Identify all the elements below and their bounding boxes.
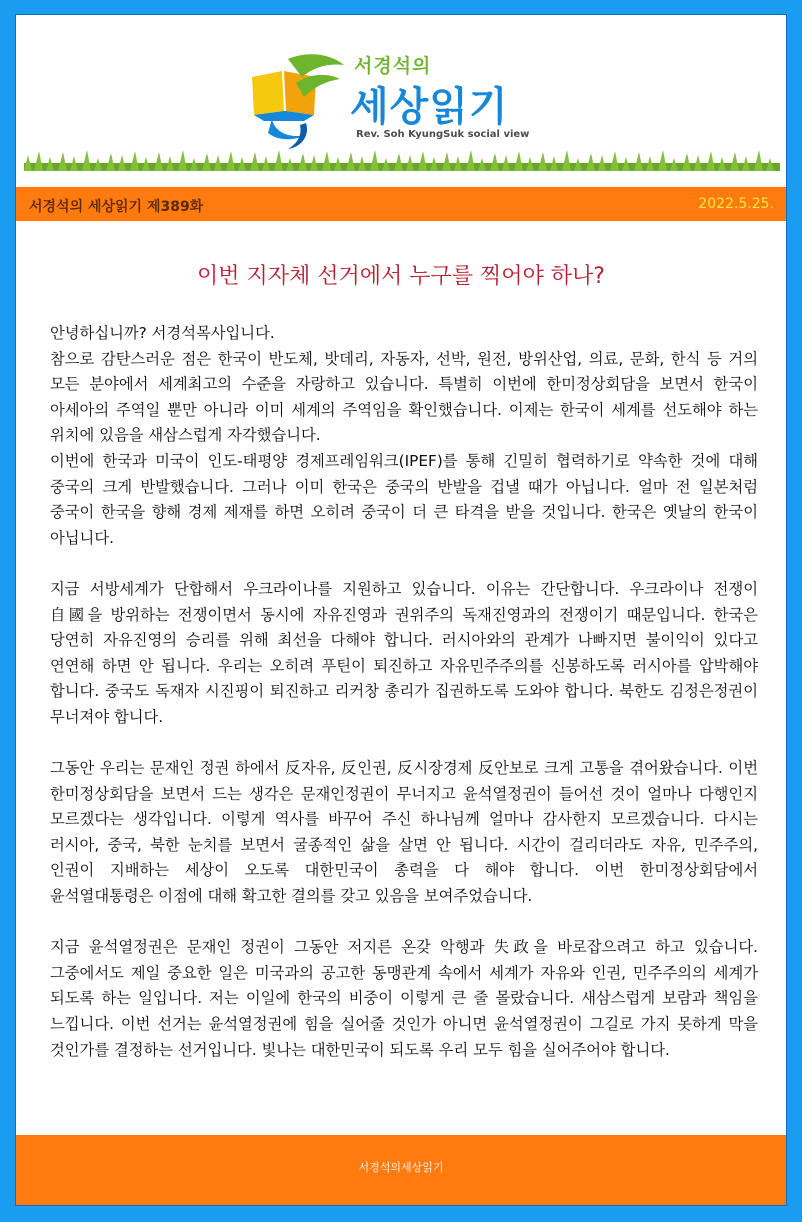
article-title: 이번 지자체 선거에서 누구를 찍어야 하나? xyxy=(197,264,605,289)
logo-main-text: 세상읽기 xyxy=(350,84,509,130)
header xyxy=(16,15,786,187)
logo xyxy=(244,49,564,149)
publish-date: 2022.5.25. xyxy=(698,196,774,212)
paragraph: 지금 윤석열정권은 문재인 정권이 그동안 저지른 온갖 악행과 失政을 바로잡으려고 하고 있습니다. 그중에서도 제일 중요한 일은 미국과의 공고한 동맹관계 속에서 세계가 자유와 인권, 민주주의의 세계가 되도록 하는 일입니다. 저는 이일에 한국의 비중이 이렇게 큰 줄 몰랐습니다. 새삼스럽게 보람과 책임을 느낍니다. 이번 선거는 윤석열정권에 힘을 실어줄 것인가 아니면 윤석열정권이 그길로 가지 못하게 막을 것인가를 결정하는 선거입니다. 빛나는 대한민국이 되도록 우리 모두 힘을 실어주어야 합니다. xyxy=(50,938,758,1059)
book-bird-icon xyxy=(244,49,354,149)
logo-top-text: 서경석의 xyxy=(354,55,432,77)
logo-sub-text: Rev. Soh KyungSuk social view xyxy=(356,129,530,140)
title-bar xyxy=(16,187,786,221)
paragraph: 그동안 우리는 문재인 정권 하에서 反자유, 反인권, 反시장경제 反안보로 크게 고통을 겪어왔습니다. 이번 한미정상회담을 보면서 드는 생각은 문재인정권이 무너지고 윤석열정권이 들어선 것이 얼마나 다행인지 모르겠다는 생각입니다. 이렇게 역사를 바꾸어 주신 하나님께 얼마나 감사한지 모르겠습니다. 다시는 러시아, 중국, 북한 눈치를 보면서 굴종적인 삶을 살면 안 됩니다. 시간이 걸리더라도 자유, 민주주의, 인권이 지배하는 세상이 오도록 대한민국이 총력을 다 해야 합니다. 이번 한미정상회담에서 윤석열대통령은 이점에 대해 확고한 결의를 갖고 있음을 보여주었습니다. xyxy=(50,759,758,906)
paragraph: 안녕하십니까? 서경석목사입니다. xyxy=(50,324,275,342)
paragraph: 지금 서방세계가 단합해서 우크라이나를 지원하고 있습니다. 이유는 간단합니다. 우크라이나 전쟁이 自國을 방위하는 전쟁이면서 동시에 자유진영과 권위주의 독재진영과의 전쟁이기 때문입니다. 한국은 당연히 자유진영의 승리를 위해 최선을 다해야 합니다. 러시아와의 관계가 나빠지면 불이익이 있다고 연연해 하면 안 됩니다. 우리는 오히려 푸틴이 퇴진하고 자유민주주의를 신봉하도록 러시아를 압박해야 합니다. 중국도 독재자 시진핑이 퇴진하고 리커창 총리가 집권하도록 도와야 합니다. 북한도 김정은정권이 무너져야 합니다. xyxy=(50,579,758,726)
paragraph: 참으로 감탄스러운 점은 한국이 반도체, 밧데리, 자동자, 선박, 원전, 방위산업, 의료, 문화, 한식 등 거의 모든 분야에서 세계최고의 수준을 자랑하고 있습니다. 특별히 이번에 한미정상회담을 보면서 한국이 아세아의 주역일 뿐만 아니라 이미 세계의 주역임을 확인했습니다. 이제는 한국이 세계를 선도해야 하는 위치에 있음을 새삼스럽게 자각했습니다. xyxy=(50,349,758,445)
footer-bar xyxy=(16,1135,786,1205)
paragraph: 이번에 한국과 미국이 인도-태평양 경제프레임워크(IPEF)를 통해 긴밀히 협력하기로 약속한 것에 대해 중국의 크게 반발했습니다. 그러나 이미 한국은 중국의 반발을 겁낼 때가 아닙니다. 얼마 전 일본처럼 중국이 한국을 향해 경제 제재를 하면 오히려 중국이 더 큰 타격을 받을 것입니다. 한국은 옛날의 한국이 아닙니다. xyxy=(50,451,758,547)
article-body xyxy=(50,321,758,1063)
grass-divider-icon xyxy=(24,149,780,171)
newsletter xyxy=(15,14,787,1206)
series-label: 서경석의 세상읽기 제389화 xyxy=(29,199,204,215)
footer-text: 서경석의세상읽기 xyxy=(358,1161,444,1174)
